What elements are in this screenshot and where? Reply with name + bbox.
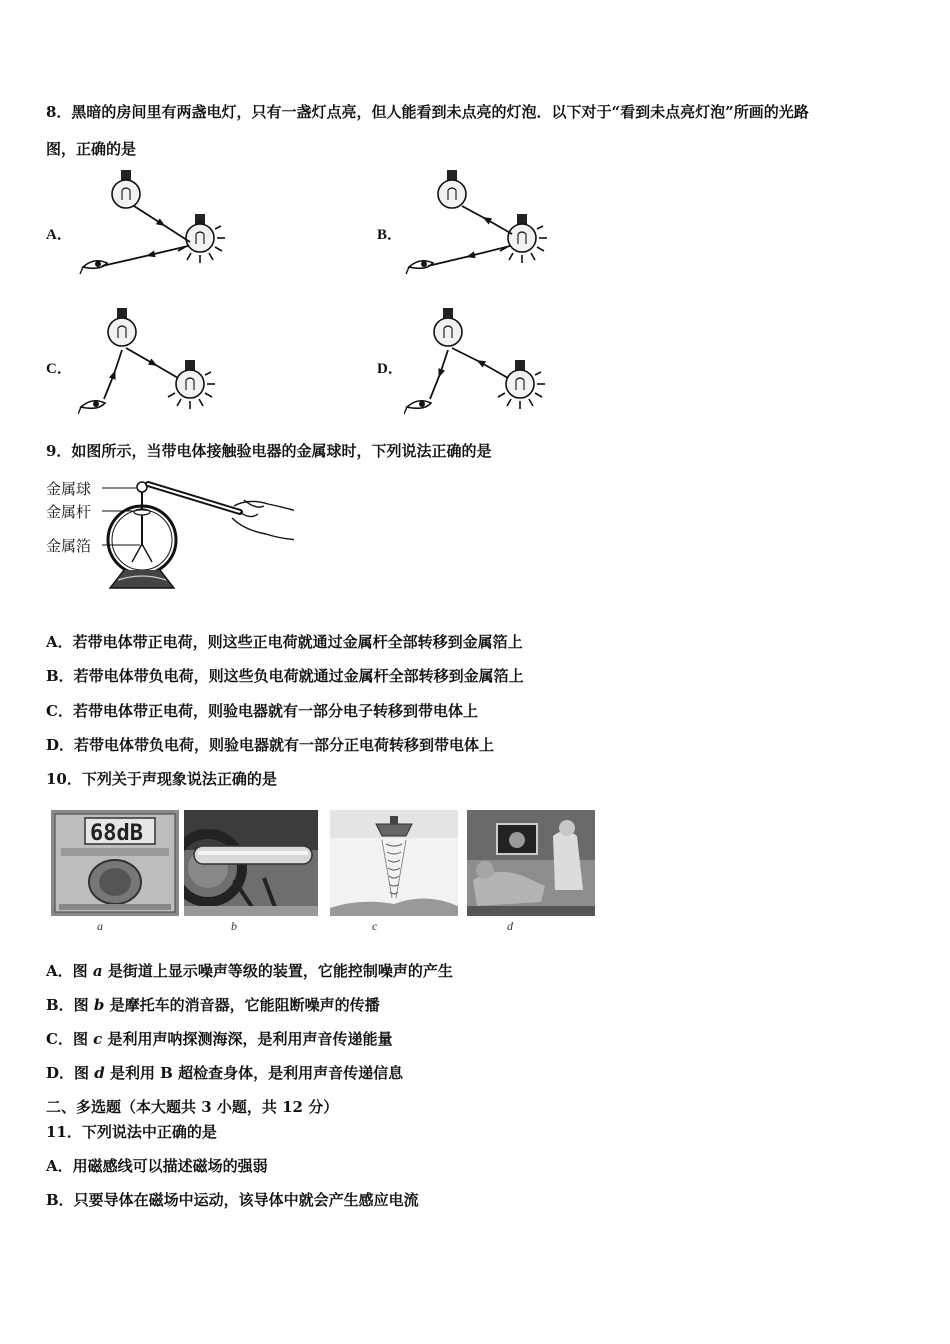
metal-foil-label: 金属箔 <box>46 537 92 555</box>
q11-option-b[interactable]: B．只要导体在磁场中运动，该导体中就会产生感应电流 <box>46 1191 419 1209</box>
unlit-bulb-icon <box>112 170 140 208</box>
ship-shape <box>376 824 412 836</box>
q10-option-a[interactable]: A．图 a 是街道上显示噪声等级的装置，它能控制噪声的产生 <box>46 962 453 980</box>
q9-option-d[interactable]: D．若带电体带负电荷，则验电器就有一部分正电荷转移到带电体上 <box>46 736 495 754</box>
sonar-ship-photo <box>330 810 458 916</box>
q10-option-c[interactable]: C．图 c 是利用声呐探测海深，是利用声音传递能量 <box>46 1030 393 1048</box>
q9-option-c[interactable]: C．若带电体带正电荷，则验电器就有一部分电子转移到带电体上 <box>46 702 478 720</box>
q8-option-d-label[interactable]: D． <box>377 361 403 377</box>
light-ray-line <box>102 246 188 266</box>
q8-option-b-diagram[interactable] <box>404 168 564 280</box>
eye-icon <box>78 401 105 414</box>
figure-d-caption: d <box>507 919 513 933</box>
light-ray-line <box>430 350 448 399</box>
q8-option-d-diagram[interactable] <box>404 306 564 418</box>
figure-c-caption: c <box>372 919 378 933</box>
q8-option-a-diagram[interactable] <box>78 168 238 280</box>
light-ray-line <box>126 348 178 378</box>
light-ray-line <box>428 246 510 266</box>
question-10-stem: 10．下列关于声现象说法正确的是 <box>46 770 277 788</box>
question-9-stem: 9．如图所示，当带电体接触验电器的金属球时，下列说法正确的是 <box>46 442 492 460</box>
hand-icon <box>232 500 294 540</box>
q9-option-a[interactable]: A．若带电体带正电荷，则这些正电荷就通过金属杆全部转移到金属箔上 <box>46 633 523 651</box>
motorcycle-muffler-photo <box>184 810 318 916</box>
light-ray-line <box>452 348 508 378</box>
metal-ball-label: 金属球 <box>46 480 92 498</box>
lit-bulb-icon <box>168 360 215 409</box>
q11-option-a[interactable]: A．用磁感线可以描述磁场的强弱 <box>46 1157 268 1175</box>
q10-option-d[interactable]: D．图 d 是利用 B 超检查身体，是利用声音传递信息 <box>46 1064 404 1082</box>
noise-meter-photo <box>51 810 179 916</box>
eye-icon <box>404 401 431 414</box>
unlit-bulb-icon <box>434 308 462 346</box>
question-8-stem-line1: 8．黑暗的房间里有两盏电灯，只有一盏灯点亮，但人能看到未点亮的灯泡．以下对于“看到未点亮灯泡”所画的光路 <box>46 103 809 121</box>
light-ray-line <box>462 206 512 234</box>
figure-a-caption: a <box>97 919 103 933</box>
light-ray-line <box>104 350 122 399</box>
q8-option-a-label[interactable]: A． <box>46 227 72 243</box>
question-8-stem-line2: 图，正确的是 <box>46 140 137 158</box>
metal-foil <box>132 544 152 562</box>
section-2-title: 二、多选题（本大题共 3 小题，共 12 分） <box>46 1098 339 1116</box>
figure-b-caption: b <box>231 919 237 933</box>
eye-icon <box>406 261 433 274</box>
question-11-stem: 11．下列说法中正确的是 <box>46 1123 217 1141</box>
unlit-bulb-icon <box>438 170 466 208</box>
unlit-bulb-icon <box>108 308 136 346</box>
q8-option-b-label[interactable]: B． <box>377 227 403 243</box>
light-ray-line <box>134 206 190 242</box>
noise-level-readout: 68dB <box>90 821 143 846</box>
lit-bulb-icon <box>500 214 547 263</box>
electroscope-figure <box>44 470 294 600</box>
q8-option-c-diagram[interactable] <box>78 306 238 418</box>
eye-icon <box>80 261 107 274</box>
q10-option-b[interactable]: B．图 b 是摩托车的消音器，它能阻断噪声的传播 <box>46 996 380 1014</box>
q8-option-c-label[interactable]: C． <box>46 361 72 377</box>
q9-option-b[interactable]: B．若带电体带负电荷，则这些负电荷就通过金属杆全部转移到金属箔上 <box>46 667 524 685</box>
ultrasound-exam-photo <box>467 810 595 916</box>
lit-bulb-icon <box>498 360 545 409</box>
metal-rod-label: 金属杆 <box>46 503 92 521</box>
